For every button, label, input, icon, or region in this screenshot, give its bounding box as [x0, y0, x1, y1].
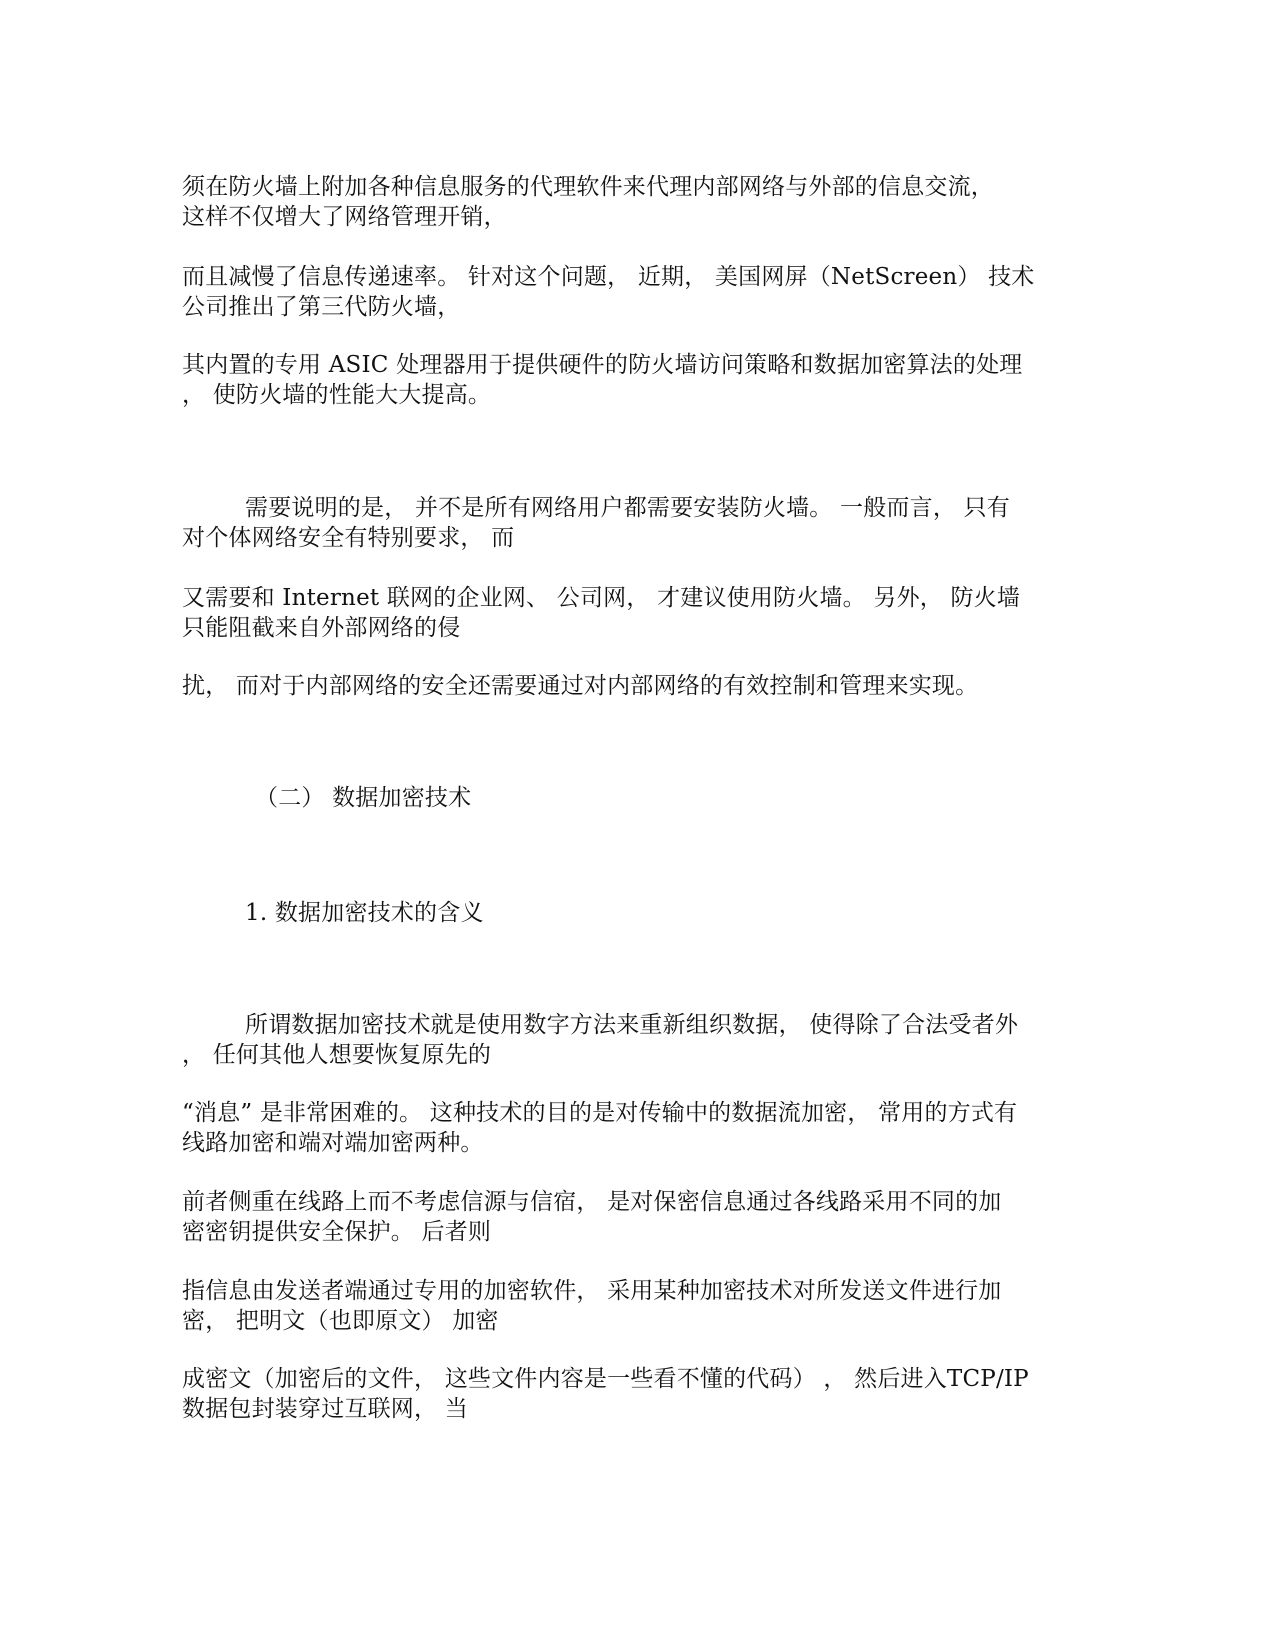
text-line: “消息” 是非常困难的。 这种技术的目的是对传输中的数据流加密， 常用的方式有	[182, 1100, 1018, 1126]
text-line: 只能阻截来自外部网络的侵	[182, 615, 461, 641]
text-line: 前者侧重在线路上而不考虑信源与信宿， 是对保密信息通过各线路采用不同的加	[182, 1189, 1002, 1215]
text-line: ， 任何其他人想要恢复原先的	[182, 1042, 492, 1068]
text-line: 扰， 而对于内部网络的安全还需要通过对内部网络的有效控制和管理来实现。	[182, 673, 979, 699]
text-line: 线路加密和端对端加密两种。	[182, 1130, 484, 1156]
paragraph-first-line: 所谓数据加密技术就是使用数字方法来重新组织数据， 使得除了合法受者外	[245, 1012, 1019, 1038]
text-line: 密密钥提供安全保护。 后者则	[182, 1219, 492, 1245]
section-heading: （二） 数据加密技术	[255, 785, 472, 811]
text-line: 数据包封装穿过互联网， 当	[182, 1396, 468, 1422]
paragraph-first-line: 需要说明的是， 并不是所有网络用户都需要安装防火墙。 一般而言， 只有	[245, 495, 1010, 521]
text-line: 而且减慢了信息传递速率。 针对这个问题， 近期， 美国网屏（NetScreen） 技术	[182, 264, 1035, 290]
text-line: 这样不仅增大了网络管理开销，	[182, 204, 507, 230]
text-line: 公司推出了第三代防火墙，	[182, 294, 461, 320]
text-line: 其内置的专用 ASIC 处理器用于提供硬件的防火墙访问策略和数据加密算法的处理	[182, 352, 1023, 378]
text-line: 又需要和 Internet 联网的企业网、 公司网， 才建议使用防火墙。 另外， 防火墙	[182, 585, 1021, 611]
text-line: 指信息由发送者端通过专用的加密软件， 采用某种加密技术对所发送文件进行加	[182, 1278, 1002, 1304]
text-line: 对个体网络安全有特别要求， 而	[182, 525, 515, 551]
text-line: 成密文（加密后的文件， 这些文件内容是一些看不懂的代码） ， 然后进入TCP/IP	[182, 1366, 1029, 1392]
text-line: 密， 把明文（也即原文） 加密	[182, 1308, 499, 1334]
text-line: 须在防火墙上附加各种信息服务的代理软件来代理内部网络与外部的信息交流，	[182, 174, 994, 200]
subsection-heading: 1. 数据加密技术的含义	[245, 900, 484, 926]
text-line: ， 使防火墙的性能大大提高。	[182, 382, 492, 408]
